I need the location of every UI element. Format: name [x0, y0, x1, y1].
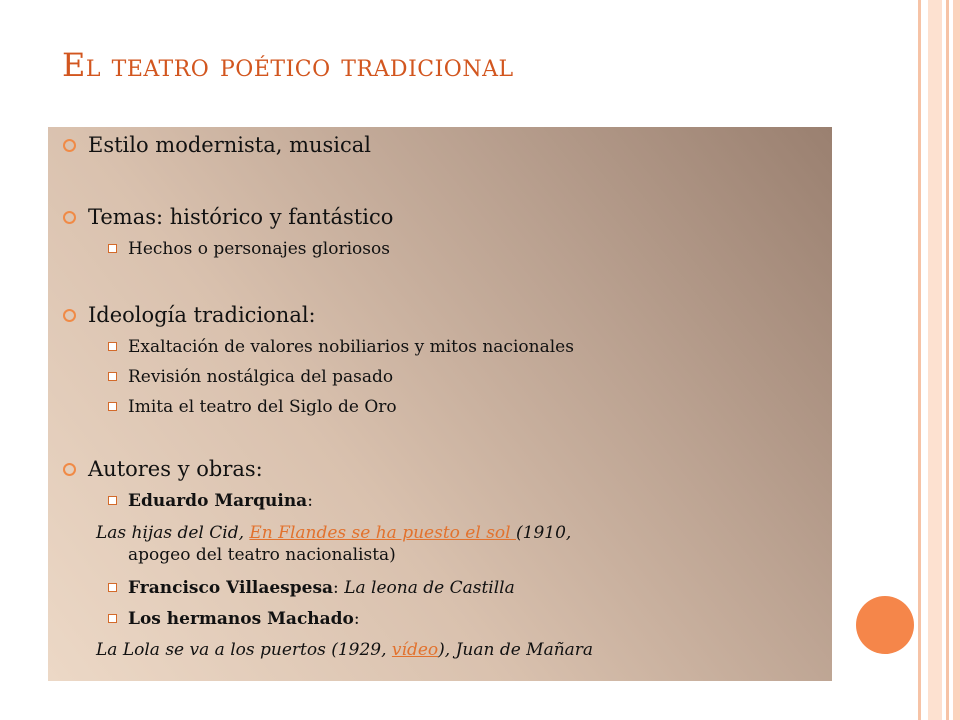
bullet-estilo [88, 133, 371, 157]
stripe [946, 0, 949, 720]
work-link[interactable]: En Flandes se ha puesto el sol [249, 523, 517, 543]
subbullet-revision [128, 367, 393, 387]
square-bullet-icon [108, 372, 117, 381]
square-bullet-icon [108, 496, 117, 505]
subbullet-exaltacion [128, 337, 574, 357]
work-title: ), Juan de Mañara [438, 640, 594, 660]
marquina-note: apogeo del teatro nacionalista) [128, 545, 396, 565]
ring-bullet-icon [63, 139, 76, 152]
separator: : [333, 578, 345, 598]
bullet-text: Temas: histórico y fantástico [88, 205, 394, 229]
marquina-works [96, 523, 571, 543]
author-name: Eduardo Marquina [128, 491, 308, 511]
decorative-stripes [918, 0, 960, 720]
subbullet-text: Imita el teatro del Siglo de Oro [128, 397, 397, 417]
stripe [918, 0, 921, 720]
bullet-ideologia [88, 303, 316, 327]
ring-bullet-icon [63, 463, 76, 476]
bullet-text: Autores y obras: [88, 457, 263, 481]
content-panel [48, 127, 832, 681]
decorative-orange-circle [856, 596, 914, 654]
author-name: Los hermanos Machado [128, 609, 354, 629]
video-link[interactable]: vídeo [391, 640, 439, 660]
subbullet-marquina [128, 491, 313, 511]
subbullet-villaespesa [128, 578, 515, 598]
machado-works [96, 640, 593, 660]
author-name: Francisco Villaespesa [128, 578, 334, 598]
subbullet-hechos [128, 239, 390, 259]
work-title: La leona de Castilla [344, 578, 515, 598]
ring-bullet-icon [63, 309, 76, 322]
subbullet-imita [128, 397, 397, 417]
ring-bullet-icon [63, 211, 76, 224]
separator: : [307, 491, 313, 511]
subbullet-machado [128, 609, 360, 629]
bullet-temas [88, 205, 393, 229]
square-bullet-icon [108, 583, 117, 592]
work-date: (1910, [516, 523, 572, 543]
slide-title: El teatro poético tradicional [62, 46, 514, 84]
subbullet-text: Revisión nostálgica del pasado [128, 367, 394, 387]
square-bullet-icon [108, 402, 117, 411]
bullet-text: Estilo modernista, musical [88, 133, 372, 157]
bullet-text: Ideología tradicional: [88, 303, 316, 327]
subbullet-text: Hechos o personajes gloriosos [128, 239, 390, 259]
stripe [953, 0, 960, 720]
stripe [928, 0, 942, 720]
subbullet-text: Exaltación de valores nobiliarios y mitos nacionales [128, 337, 574, 357]
square-bullet-icon [108, 244, 117, 253]
square-bullet-icon [108, 342, 117, 351]
separator: : [353, 609, 360, 629]
square-bullet-icon [108, 614, 117, 623]
work-title: Las hijas del Cid, [96, 523, 250, 543]
bullet-autores [88, 457, 263, 481]
work-title: La Lola se va a los puertos (1929, [96, 640, 392, 660]
